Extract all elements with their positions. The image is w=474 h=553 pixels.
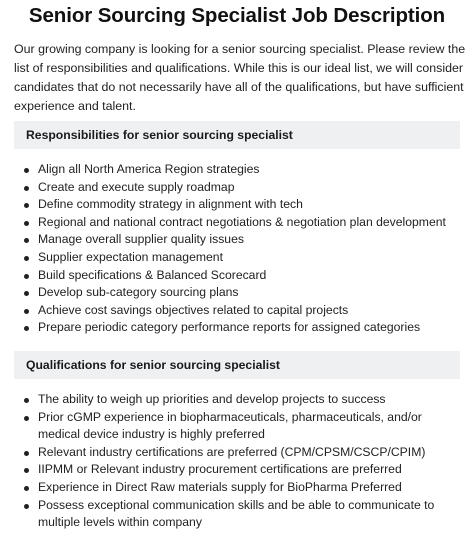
list-item-text: Prior cGMP experience in biopharmaceuticals, pharmaceuticals, and/or medical device industry is highly preferred — [38, 409, 422, 442]
list-item-text: Relevant industry certifications are preferred (CPM/CPSM/CSCP/CPIM) — [38, 444, 426, 459]
list-item-text: Achieve cost savings objectives related to capital projects — [38, 302, 349, 317]
bullet-icon — [24, 238, 29, 243]
list-item-text: Align all North America Region strategies — [38, 162, 260, 176]
bullet-icon — [24, 309, 29, 314]
list-item-text: The ability to weigh up priorities and develop projects to success — [38, 392, 386, 406]
bullet-icon — [24, 486, 29, 491]
list-item — [22, 302, 466, 320]
list-item — [22, 319, 466, 337]
list-item — [22, 444, 466, 462]
responsibilities-list — [22, 161, 466, 337]
list-item — [22, 284, 466, 302]
list-item — [22, 391, 466, 409]
list-item — [22, 214, 466, 232]
bullet-icon — [24, 274, 29, 279]
list-item — [22, 497, 466, 532]
list-item-text: Create and execute supply roadmap — [38, 179, 235, 194]
list-item — [22, 231, 466, 249]
bullet-icon — [24, 468, 29, 473]
bullet-icon — [24, 326, 29, 331]
list-item-text: Prepare periodic category performance reports for assigned categories — [38, 320, 421, 335]
list-item — [22, 461, 466, 479]
list-item — [22, 479, 466, 497]
bullet-icon — [24, 256, 29, 261]
bullet-icon — [24, 416, 29, 421]
list-item-text: Build specifications & Balanced Scorecard — [38, 267, 267, 282]
bullet-icon — [24, 168, 29, 173]
list-item-text: Regional and national contract negotiations & negotiation plan development — [38, 214, 446, 229]
list-item — [22, 196, 466, 214]
list-item — [22, 161, 466, 179]
list-item — [22, 179, 466, 197]
bullet-icon — [24, 221, 29, 226]
list-item-text: Possess exceptional communication skills and be able to communicate to multiple levels within company — [38, 497, 435, 530]
page-title: Senior Sourcing Specialist Job Description — [28, 4, 446, 27]
list-item-text: IIPMM or Relevant industry procurement certifications are preferred — [38, 462, 402, 477]
bullet-icon — [24, 203, 29, 208]
list-item — [22, 267, 466, 285]
bullet-icon — [24, 291, 29, 296]
qualifications-heading: Qualifications for senior sourcing specialist — [14, 351, 460, 379]
list-item-text: Develop sub-category sourcing plans — [38, 285, 239, 300]
bullet-icon — [24, 398, 29, 403]
bullet-icon — [24, 451, 29, 456]
responsibilities-heading: Responsibilities for senior sourcing specialist — [14, 121, 460, 149]
intro-paragraph: Our growing company is looking for a senior sourcing specialist. Please review the list of responsibilities and qualifications. While this is our ideal list, we will consider candidates that do not necessarily have all of the qualifications, but have sufficient experience and talent. — [14, 42, 466, 113]
list-item-text: Manage overall supplier quality issues — [38, 232, 244, 247]
list-item-text: Experience in Direct Raw materials supply for BioPharma Preferred — [38, 479, 402, 494]
list-item-text: Supplier expectation management — [38, 249, 223, 264]
bullet-icon — [24, 504, 29, 509]
list-item — [22, 409, 466, 444]
list-item — [22, 249, 466, 267]
list-item-text: Define commodity strategy in alignment with tech — [38, 197, 303, 212]
bullet-icon — [24, 186, 29, 191]
qualifications-list — [22, 391, 466, 532]
